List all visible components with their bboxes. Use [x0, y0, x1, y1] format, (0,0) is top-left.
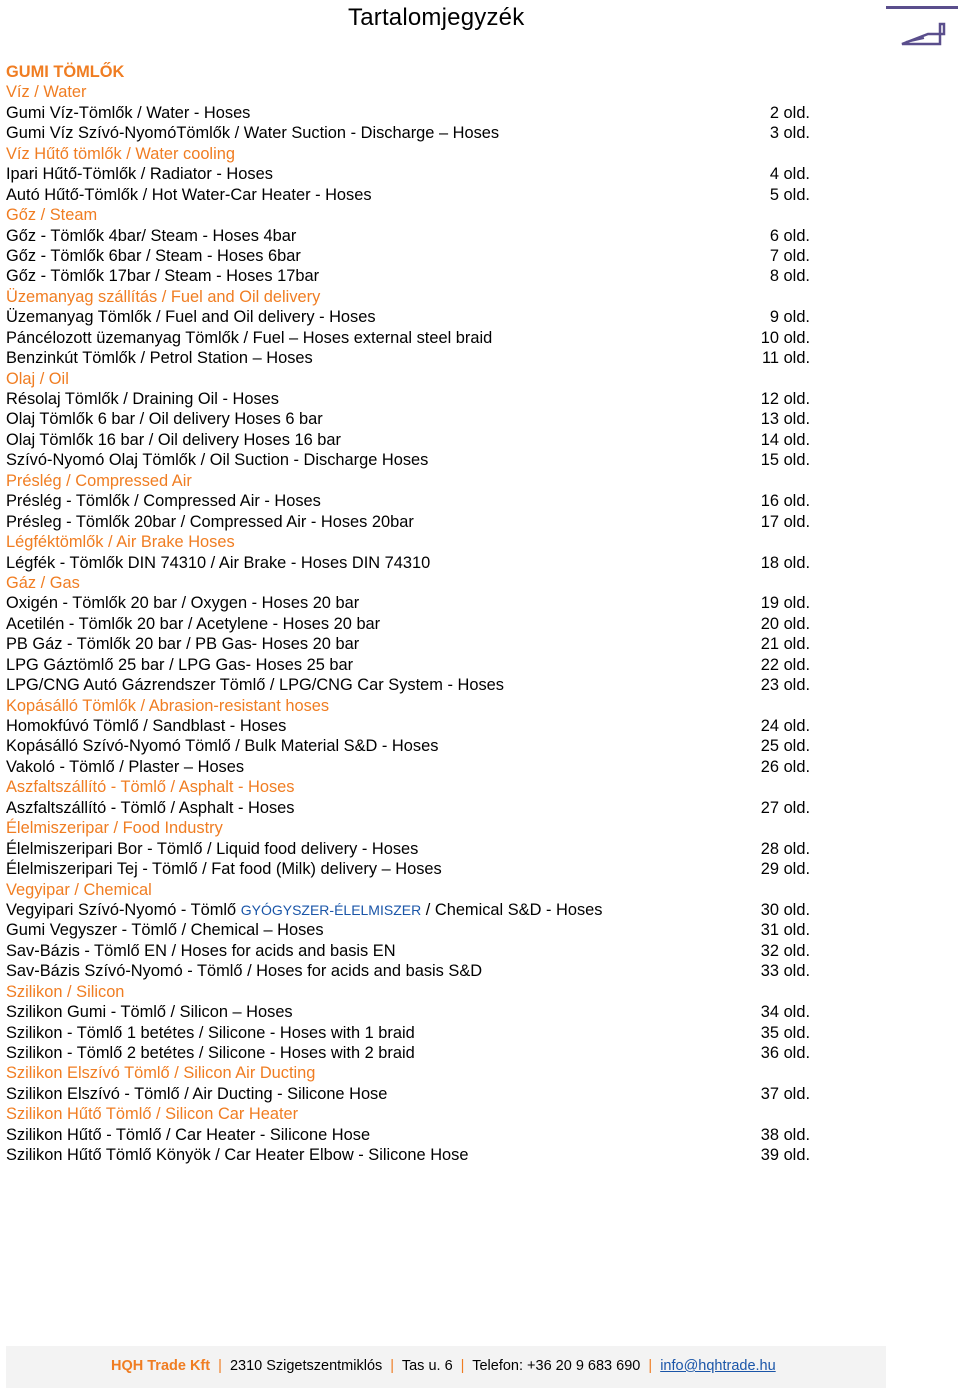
toc-page-number: 27 old. [760, 798, 810, 817]
toc-section-heading [6, 144, 826, 164]
toc-entry-label: Olaj Tömlők 16 bar / Oil delivery Hoses 16 bar [6, 430, 341, 449]
toc-entry [6, 1145, 826, 1165]
toc-entry [6, 716, 826, 736]
toc-section-heading [6, 205, 826, 225]
toc-entry-label: Homokfúvó Tömlő / Sandblast - Hoses [6, 717, 287, 735]
toc-entry-label: Szívó-Nyomó Olaj Tömlők / Oil Suction - Discharge Hoses [6, 451, 429, 470]
toc-page-number: 23 old. [760, 676, 810, 695]
toc-heading-label: GUMI TÖMLŐK [6, 63, 125, 81]
toc-entry [6, 961, 826, 981]
toc-page-number: 37 old. [760, 1084, 810, 1103]
toc-entry-label: Szilikon Gumi - Tömlő / Silicon – Hoses [6, 1003, 293, 1022]
toc-entry-label: Gumi Vegyszer - Tömlő / Chemical – Hoses [6, 921, 324, 940]
toc-section-heading [6, 818, 826, 838]
toc-entry [6, 900, 826, 920]
toc-page-number: 4 old. [769, 165, 810, 184]
toc-page-number: 34 old. [760, 1003, 810, 1022]
toc-entry-label: Szilikon - Tömlő 2 betétes / Silicone - Hoses with 2 braid [6, 1044, 415, 1062]
toc-page-number: 10 old. [760, 328, 810, 347]
toc-heading-label: Gőz / Steam [6, 206, 98, 225]
toc-entry [6, 553, 826, 573]
table-of-contents [6, 62, 826, 1166]
toc-page-number: 29 old. [760, 860, 810, 879]
toc-section-heading [6, 287, 826, 307]
toc-entry-label: PB Gáz - Tömlők 20 bar / PB Gas- Hoses 20 bar [6, 635, 360, 654]
toc-heading-label: Légféktömlők / Air Brake Hoses [6, 533, 235, 552]
toc-entry-label: Kopásálló Szívó-Nyomó Tömlő / Bulk Material S&D - Hoses [6, 737, 439, 756]
toc-page-number: 5 old. [769, 185, 810, 204]
toc-page-number: 13 old. [760, 410, 810, 429]
toc-page-number: 19 old. [760, 594, 810, 613]
toc-heading-label: Szilikon / Silicon [6, 982, 125, 1001]
toc-section-heading [6, 471, 826, 491]
toc-entry [6, 328, 826, 348]
toc-entry [6, 512, 826, 532]
toc-entry [6, 164, 826, 184]
toc-entry [6, 1043, 826, 1063]
toc-heading-label: Üzemanyag szállítás / Fuel and Oil delivery [6, 287, 321, 306]
toc-entry-label: Sav-Bázis - Tömlő EN / Hoses for acids and basis EN [6, 941, 396, 960]
footer-separator: | [648, 1358, 653, 1374]
toc-heading-label: Préslég / Compressed Air [6, 471, 192, 490]
toc-entry-label: Oxigén - Tömlők 20 bar / Oxygen - Hoses 20 bar [6, 594, 360, 613]
toc-entry-label: LPG Gáztömlő 25 bar / LPG Gas- Hoses 25 bar [6, 655, 354, 674]
toc-entry [6, 634, 826, 654]
toc-entry [6, 389, 826, 409]
toc-entry [6, 1002, 826, 1022]
toc-page-number: 16 old. [760, 492, 810, 511]
toc-page-number: 15 old. [760, 451, 810, 470]
toc-heading-label: Szilikon Elszívó Tömlő / Silicon Air Ducting [6, 1064, 316, 1083]
toc-entry [6, 266, 826, 286]
toc-page-number: 7 old. [769, 246, 810, 265]
toc-page-number: 33 old. [760, 962, 810, 981]
toc-entry [6, 655, 826, 675]
toc-heading-label: Vegyipar / Chemical [6, 880, 152, 899]
toc-entry-label: Gumi Víz Szívó-NyomóTömlők / Water Suction - Discharge – Hoses [6, 124, 500, 143]
toc-page-number: 17 old. [760, 512, 810, 531]
toc-page-number: 36 old. [760, 1044, 810, 1062]
toc-entry-label: Présleg - Tömlők 20bar / Compressed Air - Hoses 20bar [6, 512, 414, 531]
toc-heading-label: Gáz / Gas [6, 573, 80, 592]
toc-entry-label: Üzemanyag Tömlők / Fuel and Oil delivery - Hoses [6, 308, 376, 327]
toc-entry [6, 798, 826, 818]
footer-email-link[interactable]: info@hqhtrade.hu [660, 1358, 776, 1374]
toc-entry-label-part: / Chemical S&D - Hoses [421, 900, 603, 919]
toc-entry-label: Gőz - Tömlők 4bar/ Steam - Hoses 4bar [6, 226, 297, 245]
toc-page-number: 9 old. [769, 308, 810, 327]
toc-page-number: 26 old. [760, 757, 810, 776]
toc-entry-label: Benzinkút Tömlők / Petrol Station – Hoses [6, 349, 313, 368]
toc-entry [6, 736, 826, 756]
toc-entry [6, 1125, 826, 1145]
toc-entry [6, 1084, 826, 1104]
toc-page-number: 18 old. [760, 553, 810, 572]
footer-street: Tas u. 6 [401, 1358, 453, 1374]
toc-heading-label: Kopásálló Tömlők / Abrasion-resistant hoses [6, 696, 330, 715]
toc-entry [6, 348, 826, 368]
toc-heading-label: Olaj / Oil [6, 369, 69, 388]
toc-entry [6, 757, 826, 777]
toc-page-number: 25 old. [760, 737, 810, 756]
toc-entry [6, 185, 826, 205]
toc-page-number: 6 old. [769, 226, 810, 245]
footer-address: 2310 Szigetszentmiklós [229, 1358, 383, 1374]
toc-entry [6, 941, 826, 961]
footer-company: HQH Trade Kft [111, 1358, 211, 1374]
toc-section-heading [6, 1063, 826, 1083]
toc-entry [6, 675, 826, 695]
toc-entry-label: Szilikon Hűtő - Tömlő / Car Heater - Silicone Hose [6, 1125, 371, 1144]
toc-entry [6, 614, 826, 634]
toc-entry-label: Gőz - Tömlők 6bar / Steam - Hoses 6bar [6, 246, 301, 265]
toc-section-heading [6, 82, 826, 102]
toc-section-heading [6, 369, 826, 389]
footer-separator: | [390, 1358, 395, 1374]
toc-page-number: 28 old. [760, 839, 810, 858]
toc-entry-label: Légfék - Tömlők DIN 74310 / Air Brake - Hoses DIN 74310 [6, 553, 431, 572]
toc-heading-label: Szilikon Hűtő Tömlő / Silicon Car Heater [6, 1105, 299, 1124]
toc-entry [6, 1023, 826, 1043]
toc-section-heading [6, 62, 826, 82]
page-footer [6, 1346, 886, 1388]
toc-entry-label: Gőz - Tömlők 17bar / Steam - Hoses 17bar [6, 267, 320, 286]
toc-page-number: 8 old. [769, 267, 810, 286]
toc-page-number: 2 old. [769, 103, 810, 122]
toc-entry-label: Szilikon - Tömlő 1 betétes / Silicone - Hoses with 1 braid [6, 1023, 415, 1042]
toc-entry-label: LPG/CNG Autó Gázrendszer Tömlő / LPG/CNG Car System - Hoses [6, 676, 504, 695]
toc-entry [6, 920, 826, 940]
toc-heading-label: Víz Hűtő tömlők / Water cooling [6, 144, 235, 163]
toc-page-number: 12 old. [760, 390, 810, 408]
toc-section-heading [6, 532, 826, 552]
toc-entry [6, 839, 826, 859]
toc-entry-label: Aszfaltszállító - Tömlő / Asphalt - Hoses [6, 798, 295, 817]
toc-entry-label-part: Vegyipari Szívó-Nyomó - Tömlő [6, 900, 241, 919]
toc-page-number: 20 old. [760, 614, 810, 633]
toc-entry-label: Élelmiszeripari Bor - Tömlő / Liquid food delivery - Hoses [6, 839, 419, 858]
toc-entry-label: Autó Hűtő-Tömlők / Hot Water-Car Heater - Hoses [6, 185, 372, 204]
toc-page-number: 31 old. [760, 921, 810, 940]
toc-entry-label: Vakoló - Tömlő / Plaster – Hoses [6, 757, 245, 776]
toc-entry [6, 409, 826, 429]
page-title: Tartalomjegyzék [348, 4, 525, 31]
toc-page-number: 11 old. [762, 349, 810, 368]
toc-section-heading [6, 777, 826, 797]
toc-entry [6, 123, 826, 143]
toc-page-number: 21 old. [760, 635, 810, 654]
toc-entry [6, 246, 826, 266]
toc-page-number: 30 old. [760, 900, 810, 919]
toc-entry-label: Élelmiszeripari Tej - Tömlő / Fat food (Milk) delivery – Hoses [6, 860, 442, 879]
footer-phone: Telefon: +36 20 9 683 690 [472, 1358, 641, 1374]
toc-entry [6, 430, 826, 450]
toc-entry-label: Ipari Hűtő-Tömlők / Radiator - Hoses [6, 165, 273, 184]
footer-separator: | [460, 1358, 465, 1374]
toc-heading-label: Aszfaltszállító - Tömlő / Asphalt - Hoses [6, 778, 295, 797]
toc-entry-label [6, 900, 602, 920]
toc-page-number: 22 old. [760, 655, 810, 674]
toc-entry-label: Páncélozott üzemanyag Tömlők / Fuel – Hoses external steel braid [6, 328, 493, 347]
toc-entry-label: Préslég - Tömlők / Compressed Air - Hoses [6, 492, 321, 511]
toc-section-heading [6, 982, 826, 1002]
toc-entry-highlight: GYÓGYSZER-ÉLELMISZER [240, 901, 422, 918]
toc-section-heading [6, 696, 826, 716]
footer-contact [111, 1358, 776, 1374]
toc-page-number: 35 old. [760, 1023, 810, 1042]
toc-page-number: 32 old. [760, 941, 810, 960]
toc-entry-label: Gumi Víz-Tömlők / Water - Hoses [6, 103, 251, 122]
toc-section-heading [6, 1104, 826, 1124]
toc-entry-label: Olaj Tömlők 6 bar / Oil delivery Hoses 6 bar [6, 410, 323, 429]
toc-page-number: 39 old. [760, 1146, 810, 1165]
toc-entry [6, 859, 826, 879]
toc-section-heading [6, 573, 826, 593]
toc-entry [6, 593, 826, 613]
toc-entry-label: Sav-Bázis Szívó-Nyomó - Tömlő / Hoses for acids and basis S&D [6, 962, 483, 981]
toc-entry-label: Szilikon Hűtő Tömlő Könyök / Car Heater Elbow - Silicone Hose [6, 1146, 469, 1165]
company-logo [884, 4, 960, 50]
toc-entry-label: Szilikon Elszívó - Tömlő / Air Ducting - Silicone Hose [6, 1084, 388, 1103]
toc-page-number: 14 old. [760, 430, 810, 449]
toc-entry [6, 226, 826, 246]
footer-separator: | [218, 1358, 222, 1374]
toc-heading-label: Víz / Water [6, 83, 87, 102]
toc-page-number: 3 old. [769, 124, 810, 143]
toc-entry [6, 491, 826, 511]
toc-entry [6, 103, 826, 123]
toc-entry-label: Résolaj Tömlők / Draining Oil - Hoses [6, 390, 279, 408]
toc-heading-label: Élelmiszeripar / Food Industry [6, 819, 223, 838]
toc-entry [6, 307, 826, 327]
toc-entry [6, 450, 826, 470]
toc-entry-label: Acetilén - Tömlők 20 bar / Acetylene - Hoses 20 bar [6, 614, 381, 633]
toc-section-heading [6, 880, 826, 900]
toc-page-number: 38 old. [760, 1125, 810, 1144]
toc-page-number: 24 old. [760, 717, 810, 735]
